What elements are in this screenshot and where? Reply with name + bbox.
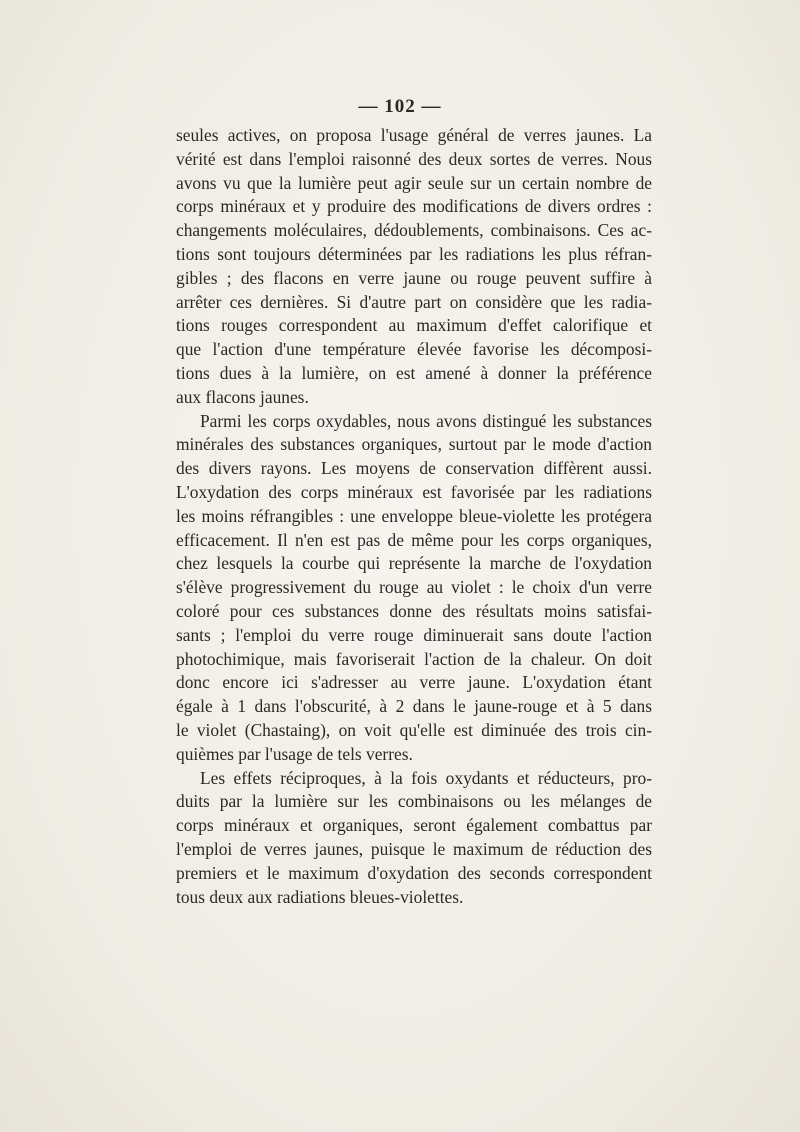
- text-line: corps minéraux et organiques, seront également combattus par: [176, 815, 652, 836]
- text-line: tions sont toujours déterminées par les radiations les plus réfran-: [176, 243, 652, 264]
- text-line: des divers rayons. Les moyens de conservation diffèrent aussi.: [176, 458, 652, 479]
- text-line: vérité est dans l'emploi raisonné des deux sortes de verres. Nous: [176, 148, 652, 169]
- text-line: l'emploi de verres jaunes, puisque le maximum de réduction des: [176, 838, 652, 859]
- text-line: seules actives, on proposa l'usage général de verres jaunes. La: [176, 125, 652, 145]
- text-line: arrêter ces dernières. Si d'autre part on considère que les radia-: [176, 291, 652, 312]
- text-line: sants ; l'emploi du verre rouge diminuerait sans doute l'action: [176, 624, 652, 645]
- paragraph-3: [176, 767, 652, 910]
- text-line: aux flacons jaunes.: [176, 386, 309, 407]
- text-line: tous deux aux radiations bleues-violettes.: [176, 886, 464, 907]
- text-line: égale à 1 dans l'obscurité, à 2 dans le jaune-rouge et à 5 dans: [176, 696, 652, 717]
- paragraph-1: [176, 124, 652, 410]
- text-line: que l'action d'une température élevée favorise les décomposi-: [176, 339, 652, 360]
- page-number: — 102 —: [358, 96, 442, 117]
- text-line: efficacement. Il n'en est pas de même pour les corps organiques,: [176, 529, 652, 550]
- text-line: corps minéraux et y produire des modifications de divers ordres :: [176, 196, 652, 217]
- text-line: L'oxydation des corps minéraux est favorisée par les radiations: [176, 481, 652, 502]
- text-line: avons vu que la lumière peut agir seule sur un certain nombre de: [176, 172, 652, 193]
- text-line: tions rouges correspondent au maximum d'effet calorifique et: [176, 315, 652, 336]
- text-line: donc encore ici s'adresser au verre jaune. L'oxydation étant: [176, 672, 652, 693]
- text-line: Parmi les corps oxydables, nous avons distingué les substances: [200, 410, 652, 431]
- text-line: duits par la lumière sur les combinaisons ou les mélanges de: [176, 791, 652, 812]
- text-line: premiers et le maximum d'oxydation des seconds correspondent: [176, 862, 652, 883]
- paragraph-2: [176, 410, 652, 767]
- text-line: chez lesquels la courbe qui représente la marche de l'oxydation: [176, 553, 652, 574]
- text-line: gibles ; des flacons en verre jaune ou rouge peuvent suffire à: [176, 267, 652, 288]
- text-line: s'élève progressivement du rouge au violet : le choix d'un verre: [176, 577, 652, 598]
- text-line: quièmes par l'usage de tels verres.: [176, 743, 413, 764]
- text-line: photochimique, mais favoriserait l'action de la chaleur. On doit: [176, 648, 652, 669]
- text-line: le violet (Chastaing), on voit qu'elle est diminuée des trois cin-: [176, 719, 652, 740]
- text-line: coloré pour ces substances donne des résultats moins satisfai-: [176, 600, 652, 621]
- text-line: Les effets réciproques, à la fois oxydants et réducteurs, pro-: [200, 767, 652, 788]
- text-line: minérales des substances organiques, surtout par le mode d'action: [176, 434, 652, 455]
- body-text: [176, 124, 652, 909]
- text-line: les moins réfrangibles : une enveloppe bleue-violette les protégera: [176, 505, 652, 526]
- text-line: tions dues à la lumière, on est amené à donner la préférence: [176, 362, 652, 383]
- text-line: changements moléculaires, dédoublements, combinaisons. Ces ac-: [176, 220, 652, 241]
